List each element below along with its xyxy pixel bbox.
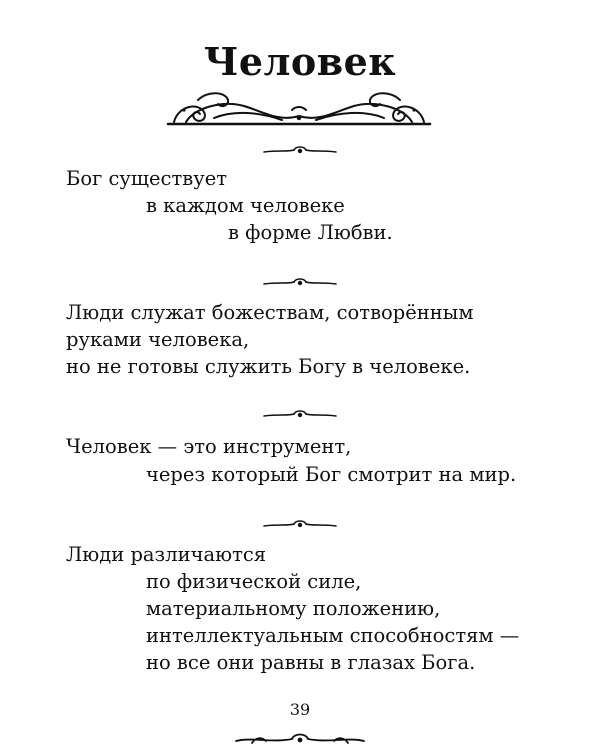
poem-line: через который Бог смотрит на мир. bbox=[146, 463, 517, 486]
separator-ornament-icon bbox=[262, 408, 338, 420]
poem-line: Люди различаются bbox=[66, 543, 267, 566]
poem-line: материальному положению, bbox=[146, 597, 441, 620]
page-title: Человек bbox=[203, 39, 397, 84]
title-ornament-icon bbox=[164, 80, 434, 130]
poem-line: Бог существует bbox=[66, 167, 228, 190]
poem-line: в форме Любви. bbox=[228, 221, 393, 244]
separator-ornament-icon bbox=[262, 144, 338, 156]
separator-ornament-icon bbox=[262, 518, 338, 530]
poem-line: в каждом человеке bbox=[146, 194, 345, 217]
page-number: 39 bbox=[289, 700, 311, 719]
poem-line: но все они равны в глазах Бога. bbox=[146, 651, 476, 674]
poem-line: интеллектуальным способностям — bbox=[146, 624, 520, 647]
poem-line: но не готовы служить Богу в человеке. bbox=[66, 355, 471, 378]
poem-line: Человек — это инструмент, bbox=[66, 435, 352, 458]
poem-line: руками человека, bbox=[66, 328, 250, 351]
poem-line: по физической силе, bbox=[146, 570, 362, 593]
poem-line: Люди служат божествам, сотворённым bbox=[66, 301, 474, 324]
separator-ornament-icon bbox=[262, 276, 338, 288]
bottom-ornament-icon bbox=[232, 729, 368, 747]
